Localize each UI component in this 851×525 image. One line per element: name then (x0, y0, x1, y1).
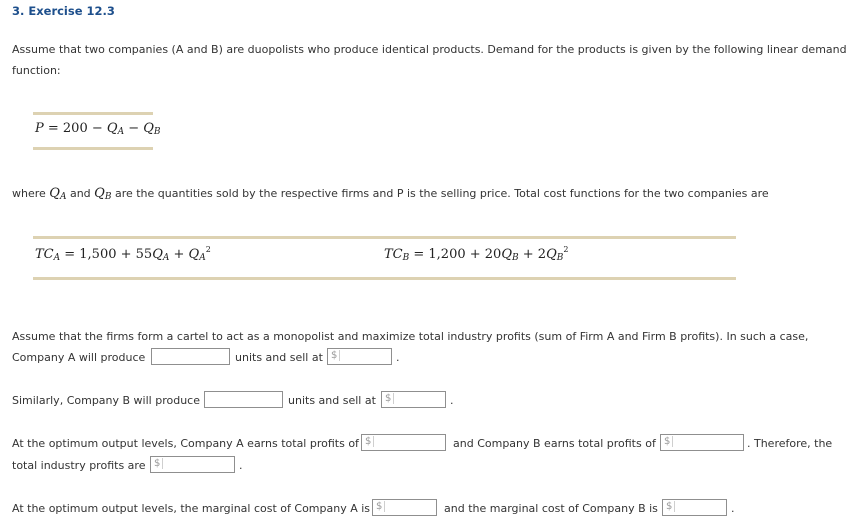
intro-line-1: Assume that two companies (A and B) are duopolists who produce identical products. Demand for the products is given by the following linear demand (12, 43, 847, 56)
period: . (731, 502, 735, 515)
cost-equation-a: $TC_A = 1,500 + 55Q_A + Q_A^2$ (35, 245, 211, 263)
dollar-sign: $ (385, 393, 394, 404)
marginal-a-label: At the optimum output levels, the marginal cost of Company A is (12, 502, 371, 515)
company-a-marginal-cost-input[interactable] (372, 499, 437, 516)
dollar-sign: $ (331, 350, 340, 361)
total-profits-label: total industry profits are (12, 459, 146, 472)
cartel-line-1: Assume that the firms form a cartel to act as a monopolist and maximize total industry profits (sum of Firm A and Firm B profits). In such a case, (12, 330, 809, 343)
total-profits-input[interactable] (150, 456, 235, 473)
period: . (450, 394, 454, 407)
company-b-produce-label: Similarly, Company B will produce (12, 394, 200, 407)
exercise-title: 3. Exercise 12.3 (12, 4, 115, 18)
dollar-sign: $ (154, 458, 163, 469)
demand-rule-top (33, 112, 153, 115)
period: . (239, 459, 243, 472)
demand-rule-bottom (33, 147, 153, 150)
dollar-sign: $ (376, 501, 385, 512)
company-b-profit-input[interactable] (660, 434, 744, 451)
cost-equation-b: $TC_B = 1,200 + 20Q_B + 2Q_B^2$ (384, 245, 569, 263)
company-b-units-label: units and sell at (288, 394, 376, 407)
profits-a-label: At the optimum output levels, Company A earns total profits of (12, 437, 359, 450)
cost-rule-bottom (33, 277, 736, 280)
profits-b-label: and Company B earns total profits of (453, 437, 656, 450)
company-b-marginal-cost-input[interactable] (662, 499, 727, 516)
where-text: where $Q_A$ and $Q_B$ are the quantities sold by the respective firms and P is the selling price. Total cost functions for the two companies are (12, 186, 769, 202)
intro-line-2: function: (12, 64, 61, 77)
dollar-sign: $ (365, 436, 374, 447)
cartel-a-produce-label: Company A will produce (12, 351, 146, 364)
dollar-sign: $ (664, 436, 673, 447)
company-a-price-input[interactable] (327, 348, 392, 365)
company-b-quantity-input[interactable] (204, 391, 283, 408)
cost-rule-top (33, 236, 736, 239)
cartel-a-units-label: units and sell at (235, 351, 323, 364)
company-a-quantity-input[interactable] (151, 348, 230, 365)
period: . (396, 351, 400, 364)
dollar-sign: $ (666, 501, 675, 512)
marginal-b-label: and the marginal cost of Company B is (444, 502, 658, 515)
demand-equation: $P = 200 - Q_A - Q_B$ (35, 121, 161, 137)
company-b-price-input[interactable] (381, 391, 446, 408)
company-a-profit-input[interactable] (361, 434, 446, 451)
therefore-text: . Therefore, the (747, 437, 833, 450)
